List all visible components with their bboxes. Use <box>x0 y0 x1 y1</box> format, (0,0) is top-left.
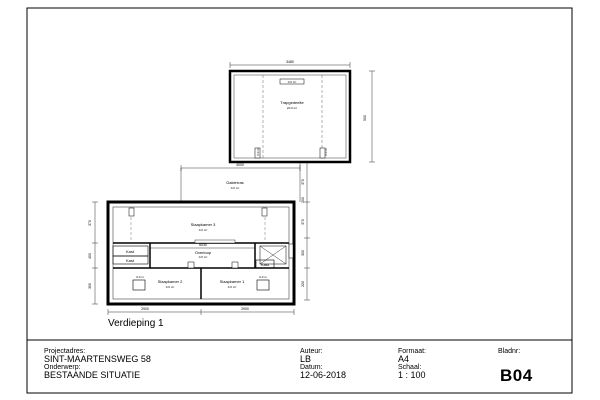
top-room-name: Trapgedeelte <box>280 100 304 105</box>
lower-floor-plan <box>92 202 294 315</box>
left-dim-3: 300 <box>88 283 92 289</box>
top-width-dim: 3480 <box>286 60 294 64</box>
schaal-value: 1 : 100 <box>398 370 426 380</box>
auteur-label: Auteur: <box>300 348 323 355</box>
datum-label: Datum: <box>300 364 323 371</box>
schaal-label: Schaal: <box>398 364 422 371</box>
right-dim-4: 300 <box>301 250 305 256</box>
top-depth-dim: 500 <box>363 115 367 121</box>
bedroom2-name: Slaapkamer 2 <box>157 279 183 284</box>
top-wall-label-right: 0.0 m <box>324 148 328 156</box>
bottom-dim-left: 2900 <box>141 307 149 311</box>
formaat-value: A4 <box>398 354 410 364</box>
gap-room-area: 0.0 m² <box>230 186 240 190</box>
bedroom3-area: 0.0 m² <box>198 228 208 232</box>
landing-name: Overloop <box>194 250 212 255</box>
projectadres-label: Projectadres: <box>44 348 86 355</box>
kast-1: Kast <box>125 249 135 254</box>
view-title: Verdieping 1 <box>108 318 164 329</box>
left-dim-1: 370 <box>88 220 92 226</box>
inner-dim: 6030 <box>199 243 207 247</box>
projectadres-value: SINT-MAARTENSWEG 58 <box>44 354 151 364</box>
top-wall-label-left: 0.0 m <box>256 148 260 156</box>
bottom-wall-label-right: 0.0 m <box>259 275 267 279</box>
bottom-dim-right: 2900 <box>241 307 249 311</box>
right-dim-5: 220 <box>301 281 305 287</box>
sheet-number: B04 <box>500 366 533 385</box>
right-dim-1: 370 <box>301 179 305 185</box>
onderwerp-label: Onderwerp: <box>44 364 81 371</box>
top-room-area: 20.0 m² <box>286 106 298 110</box>
auteur-value: LB <box>300 354 312 364</box>
kast-3: Kast <box>260 262 270 267</box>
onderwerp-value: BESTAANDE SITUATIE <box>44 370 141 380</box>
gap-dim: 4000 <box>236 163 244 167</box>
bedroom3-name: Slaapkamer 3 <box>190 222 216 227</box>
kast-2: Kast <box>125 258 135 263</box>
right-dim-2: 200 <box>301 197 305 203</box>
datum-value: 12-06-2018 <box>300 370 347 380</box>
bedroom1-name: Slaapkamer 1 <box>219 279 245 284</box>
landing-area: 0.0 m² <box>198 255 208 259</box>
left-dim-2: 400 <box>88 253 92 259</box>
bedroom2-area: 0.0 m² <box>165 285 175 289</box>
bedroom1-area: 0.0 m² <box>227 285 237 289</box>
bladnr-label: Bladnr: <box>498 348 521 355</box>
bottom-wall-label-left: 0.0 m <box>136 275 144 279</box>
gap-room-name: Dakterras <box>226 180 244 185</box>
top-room-badge: 0.0 m² <box>287 80 297 84</box>
upper-volume <box>230 62 375 162</box>
formaat-label: Formaat: <box>398 348 427 355</box>
right-dim-3: 370 <box>301 219 305 225</box>
